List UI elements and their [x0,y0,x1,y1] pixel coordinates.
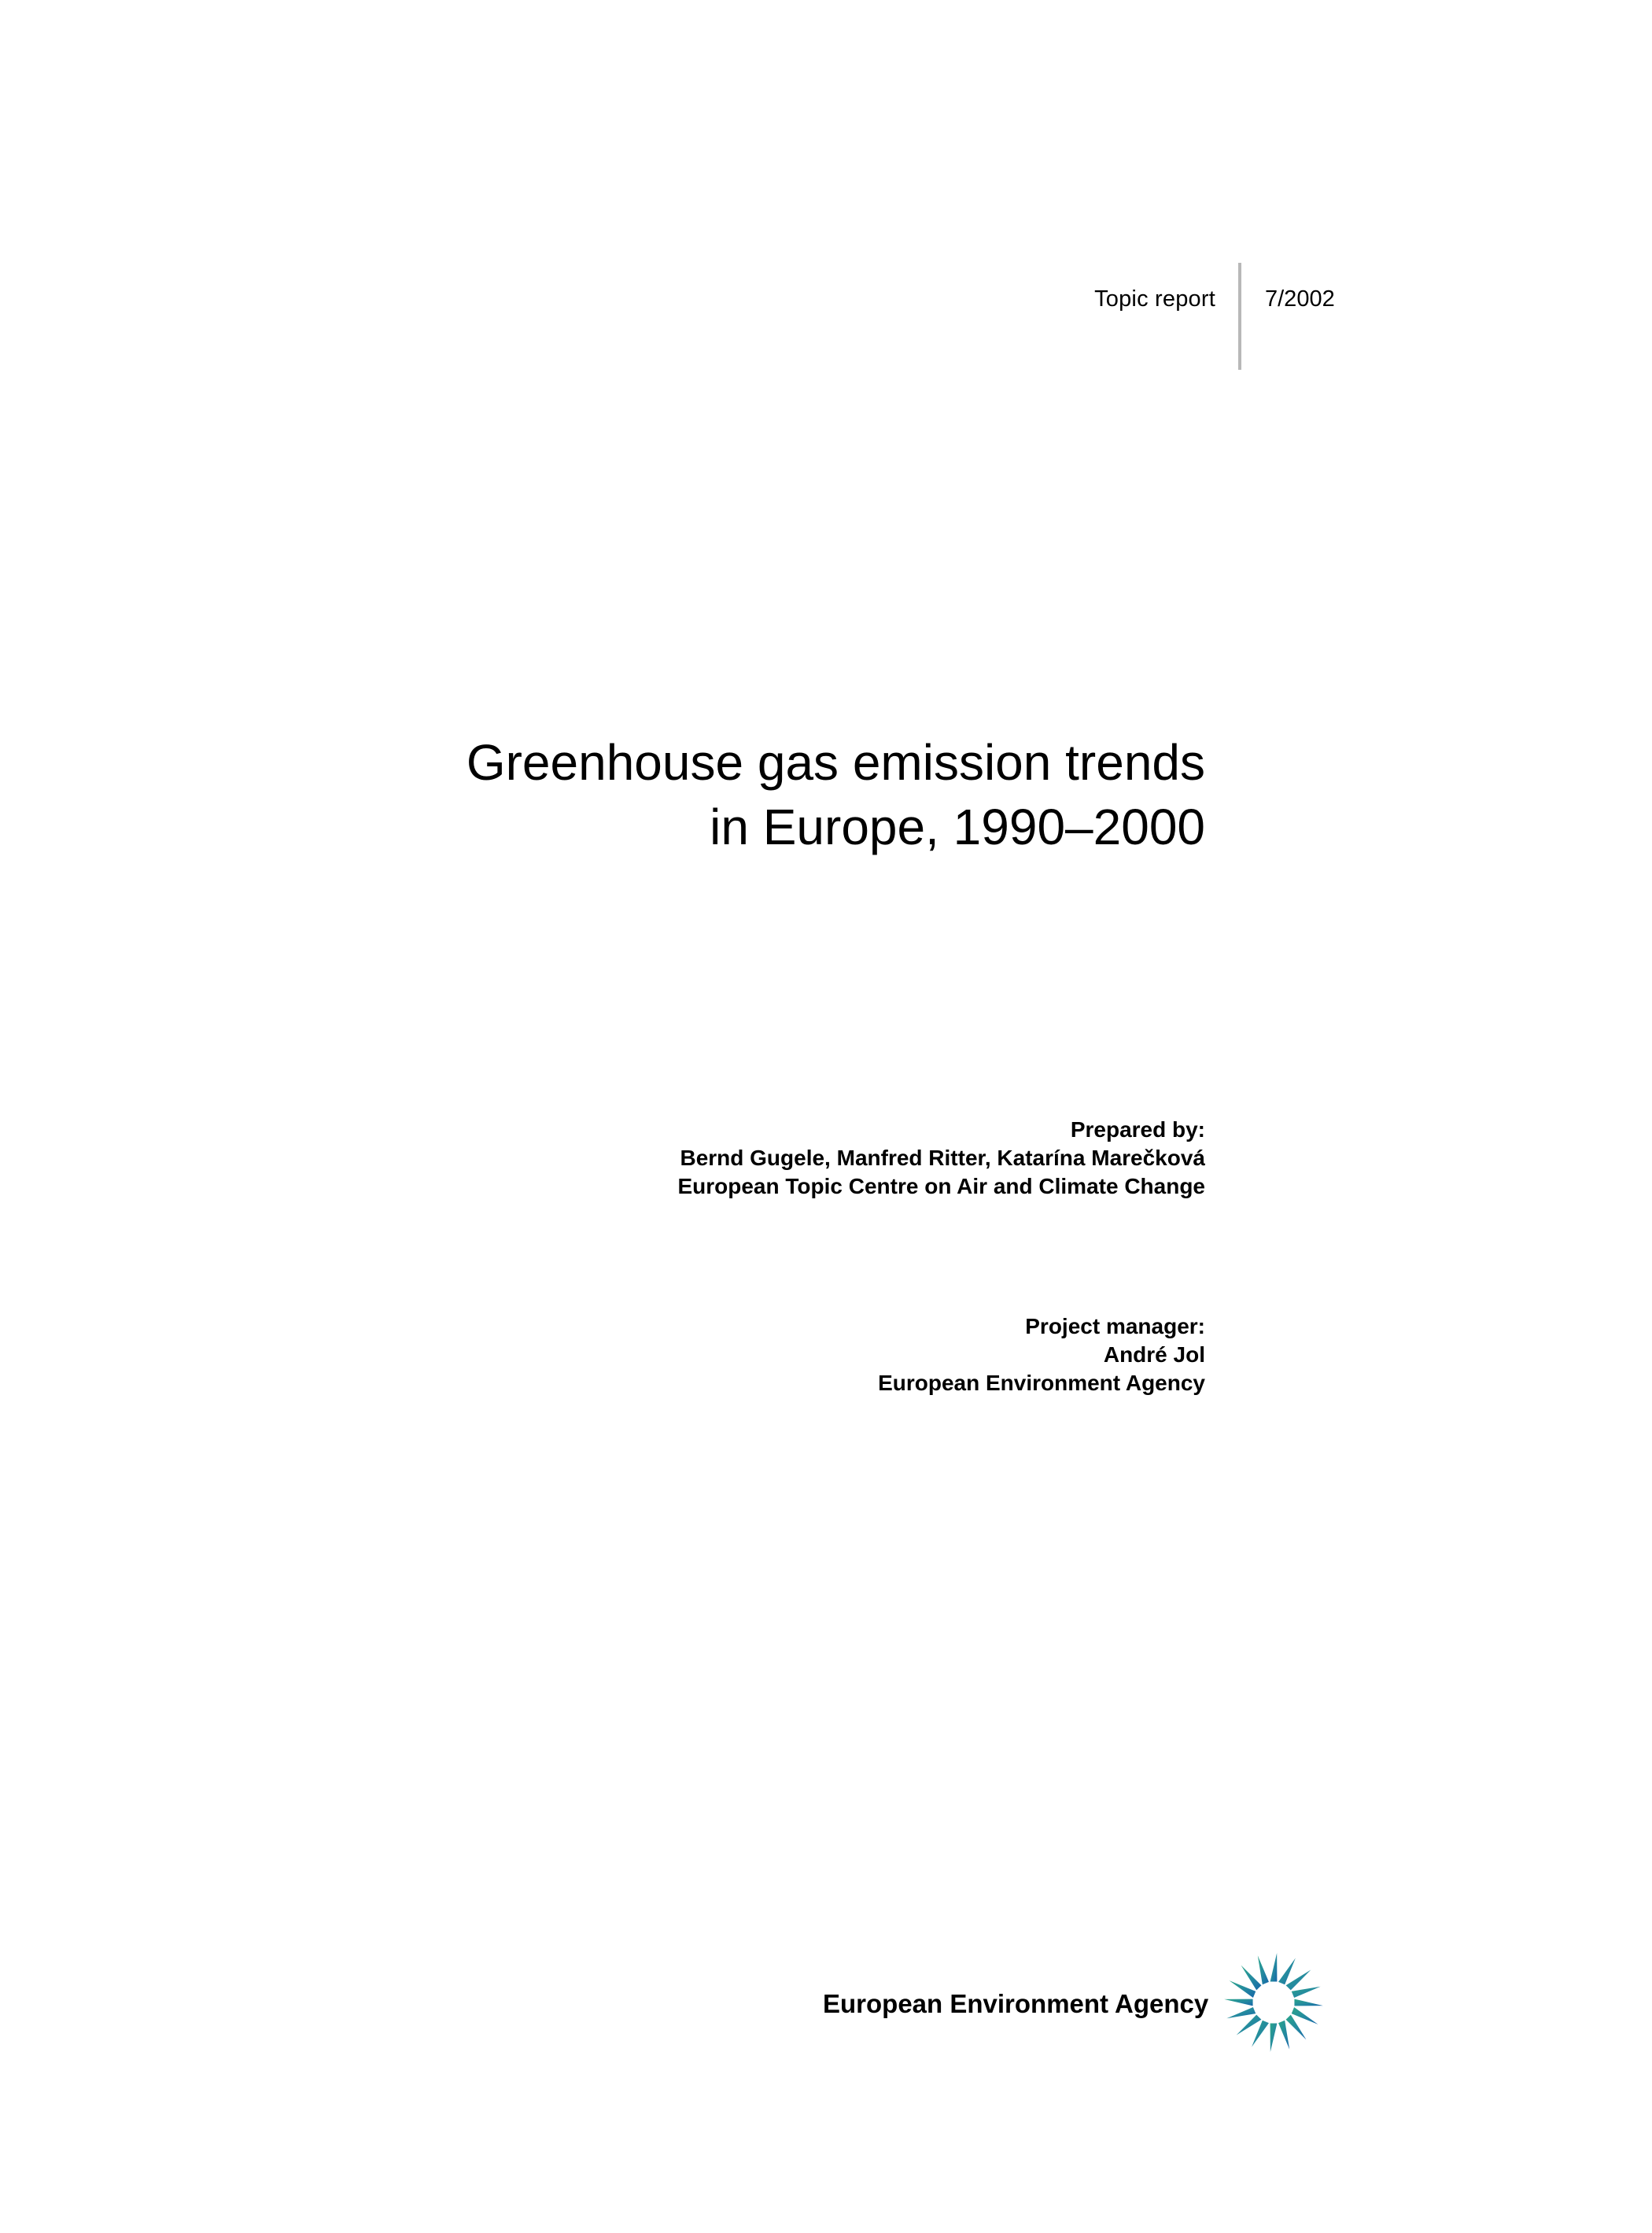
logo-ray [1286,1970,1311,1991]
project-manager-block [878,1312,1205,1397]
logo-ray [1241,1965,1262,1991]
project-manager-heading: Project manager: [1025,1314,1205,1338]
prepared-by-block [677,1116,1205,1201]
logo-ray [1226,2007,1256,2018]
logo-ray [1230,1980,1256,1998]
series-label: Topic report [1094,286,1215,312]
logo-ray [1292,1987,1321,1998]
logo-ray [1278,2021,1289,2050]
logo-ray [1237,2015,1262,2036]
logo-ray [1278,1958,1296,1985]
authors: Bernd Gugele, Manfred Ritter, Katarína Marečková [680,1146,1205,1170]
eea-sun-logo-icon [1221,1950,1326,2055]
header-divider [1238,263,1241,370]
project-manager-name: André Jol [1103,1342,1205,1367]
logo-ray [1258,1955,1269,1984]
logo-ray [1286,2015,1307,2040]
report-title-line-1: Greenhouse gas emission trends [466,734,1205,791]
logo-ray [1252,2021,1269,2047]
series-number: 7/2002 [1265,286,1335,312]
logo-ray [1270,2023,1278,2051]
report-title-line-2: in Europe, 1990–2000 [710,799,1205,855]
logo-ray [1294,1999,1322,2006]
project-manager-organisation: European Environment Agency [878,1371,1205,1395]
prepared-by-heading: Prepared by: [1070,1117,1205,1142]
report-title [466,730,1205,859]
logo-ray [1224,1999,1252,2006]
logo-ray [1292,2007,1318,2024]
footer-agency-name: European Environment Agency [823,1989,1209,2018]
logo-ray [1270,1953,1278,1981]
authors-organisation: European Topic Centre on Air and Climate Change [677,1174,1205,1198]
